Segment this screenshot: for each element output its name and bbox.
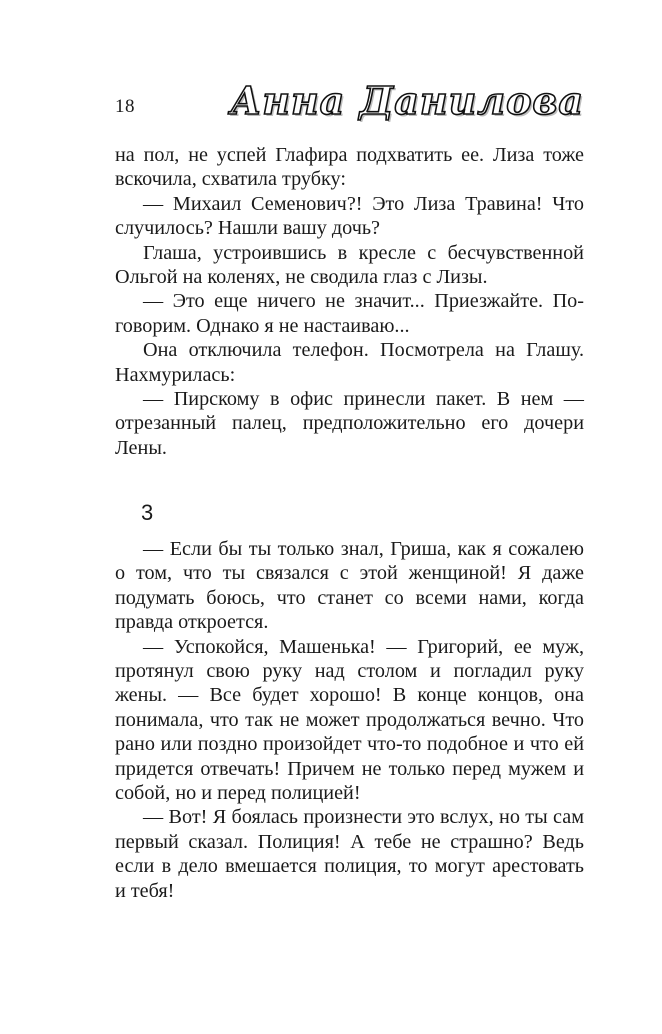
paragraph: на пол, не успей Глафира подхватить ее. Лиза тоже вскочила, схватила трубку: (115, 144, 584, 191)
page-number: 18 (115, 96, 135, 117)
paragraph: — Успокойся, Машенька! — Григорий, ее муж, протянул свою руку над столом и погладил руку жены. — Все будет хорошо! В конце концов, она понимала, что так не может продолжаться вечно. Что рано или поздно произойдет что-то подобное и что ей придется отвечать! Причем не только перед мужем и собой, но и перед полицией! (115, 635, 584, 805)
section-2-text (115, 537, 584, 903)
paragraph: — Пирскому в офис принесли пакет. В нем — отрезанный палец, предположительно его дочери Лены. (115, 388, 584, 459)
page-header (0, 0, 662, 140)
paragraph: Она отключила телефон. Посмотрела на Глашу. Нахмурилась: (115, 339, 584, 386)
paragraph: — Это еще ничего не значит... Приезжайте. Поговорим. Однако я не настаиваю... (115, 290, 584, 337)
chapter-number: 3 (141, 500, 154, 525)
paragraph: — Вот! Я боялась произнести это вслух, но ты сам первый сказал. Полиция! А тебе не страшно? Ведь если в дело вмешается полиция, то могут арестовать и тебя! (115, 806, 584, 902)
author-running-head: Анна Данилова (230, 78, 584, 123)
paragraph: Глаша, устроившись в кресле с бесчувственной Ольгой на коленях, не сводила глаз с Лизы. (115, 241, 584, 289)
section-1-text (115, 143, 584, 460)
paragraph: — Если бы ты только знал, Гриша, как я сожалею о том, что ты связался с этой женщиной! Я даже подумать боюсь, что станет со всеми нами, когда правда откроется. (115, 538, 584, 634)
paragraph: — Михаил Семенович?! Это Лиза Травина! Что случилось? Нашли вашу дочь? (115, 192, 584, 240)
